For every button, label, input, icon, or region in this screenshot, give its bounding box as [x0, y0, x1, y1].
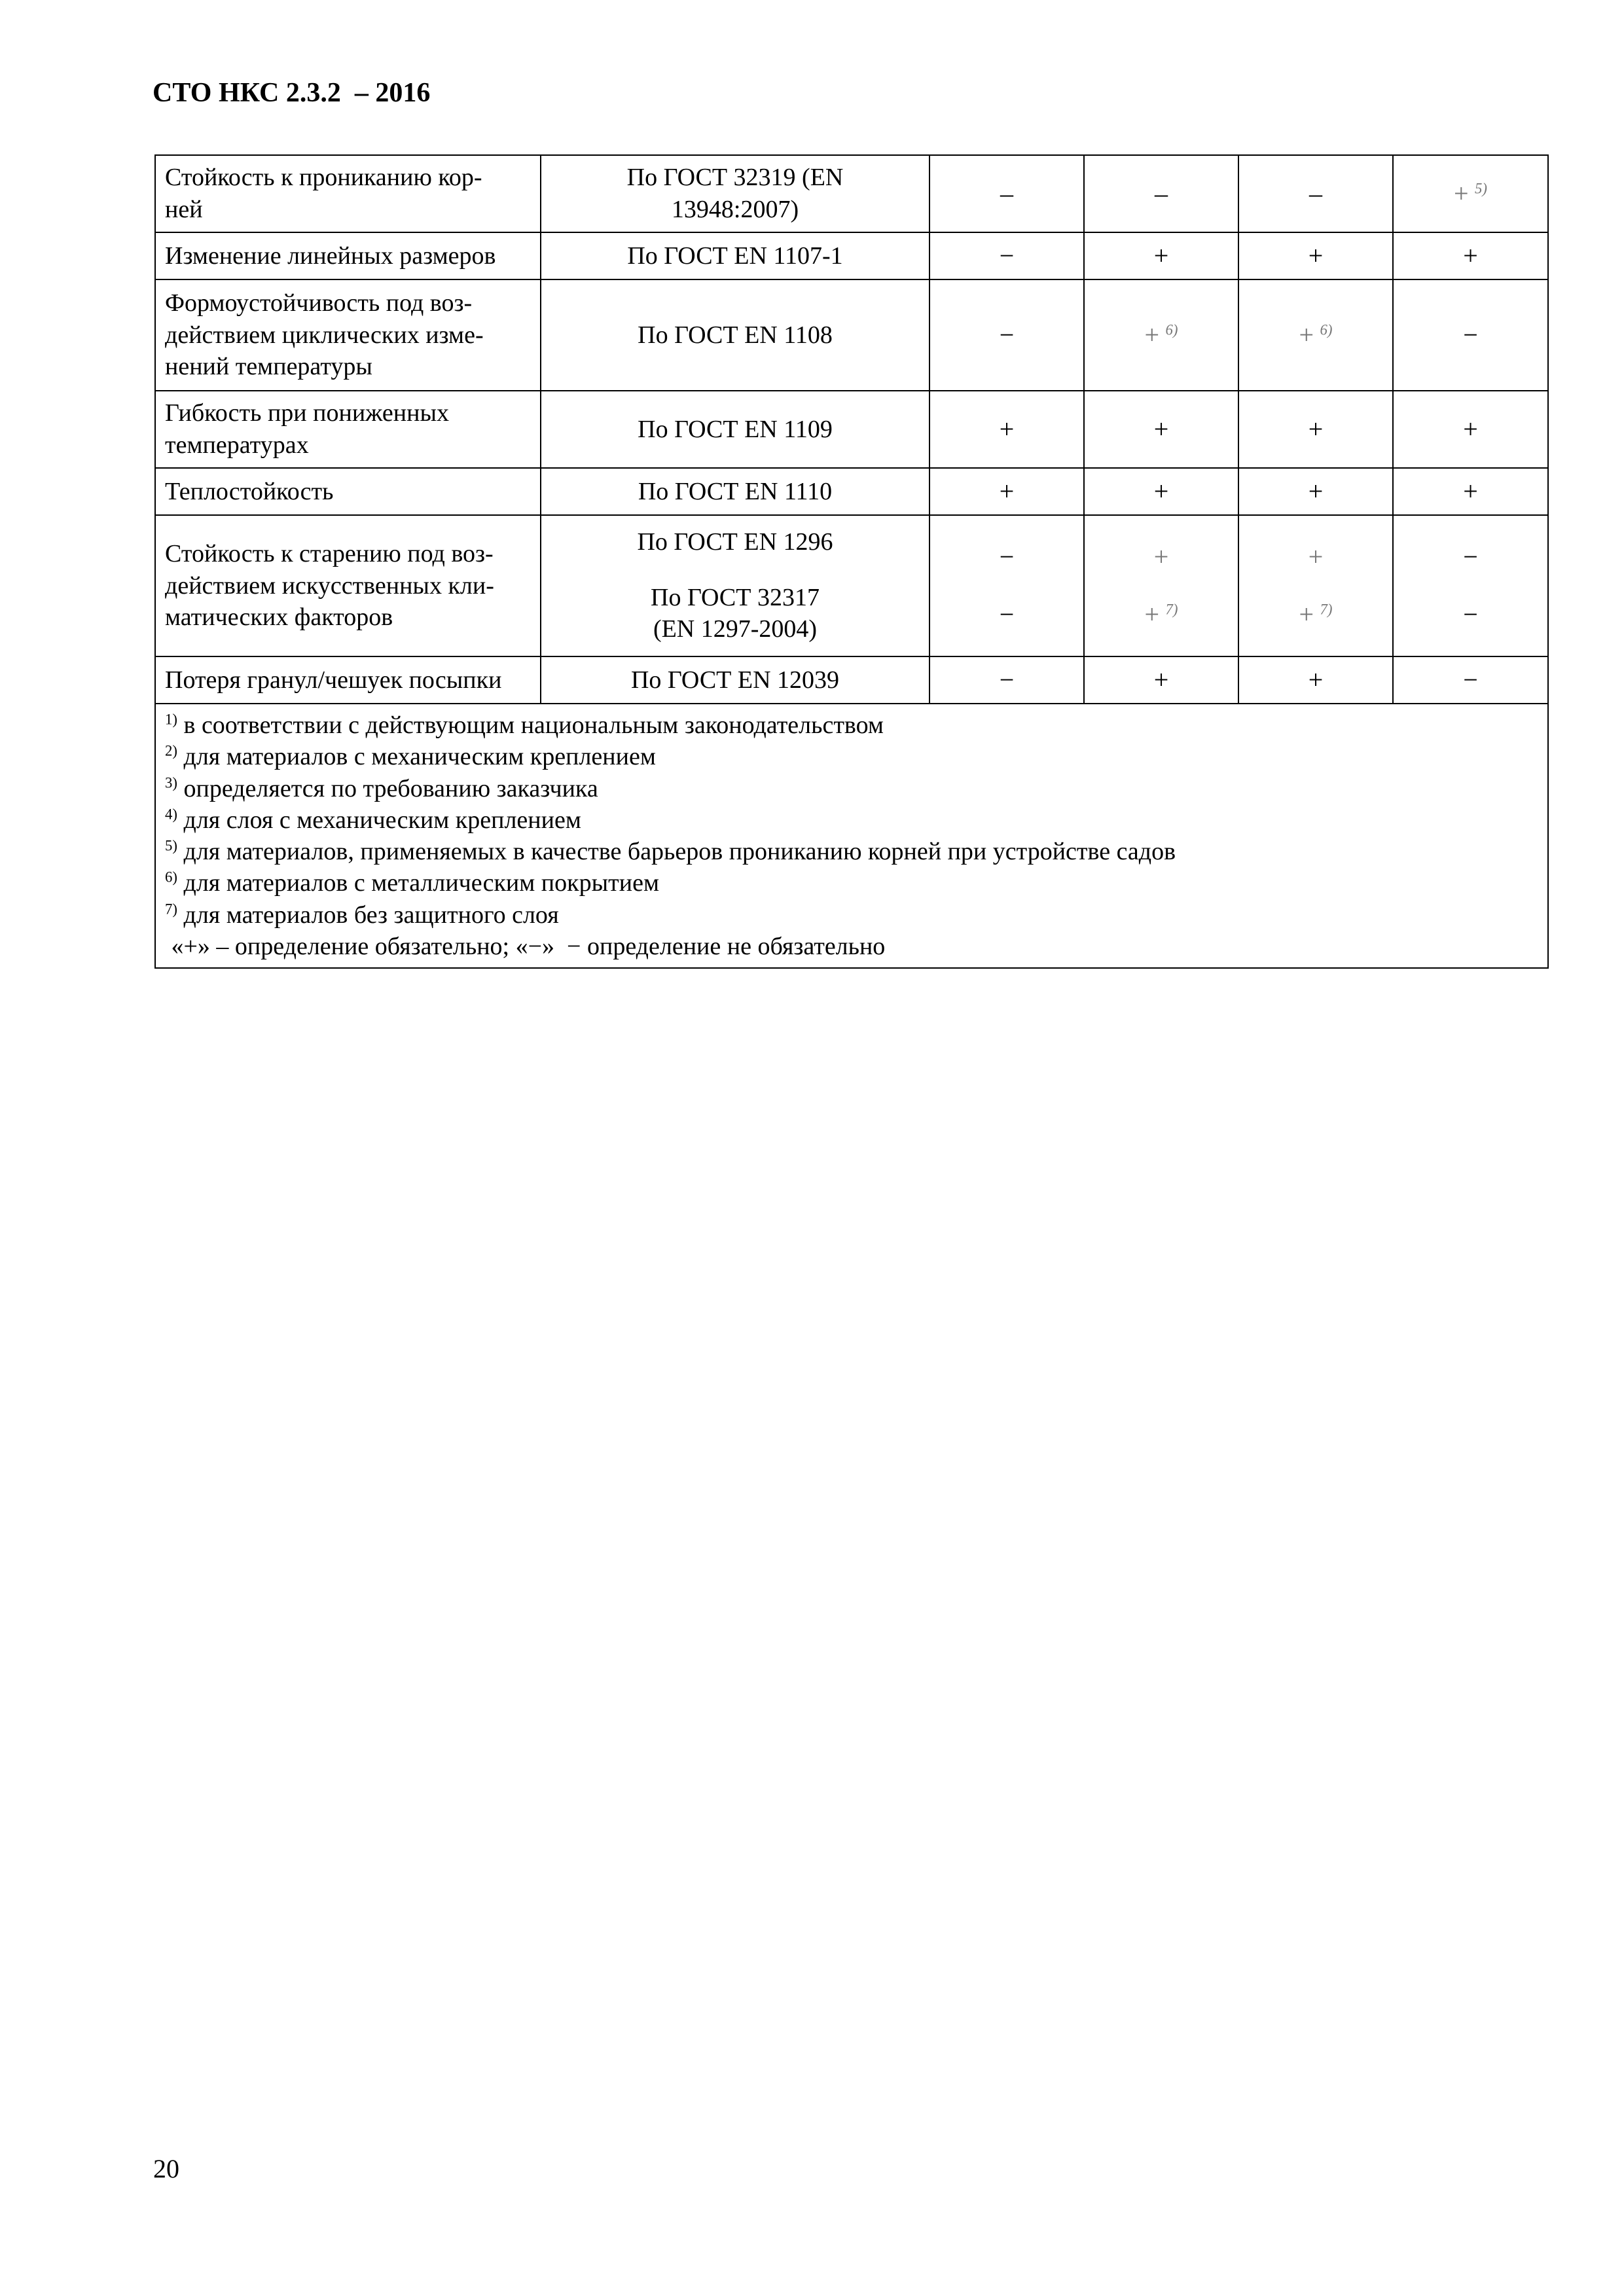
mark-line — [1094, 540, 1229, 598]
footnote-text: для материалов, применяемых в качестве барьеров прониканию корней при устройстве садов — [183, 838, 1176, 865]
requirement-mark-cell — [1084, 232, 1238, 279]
requirement-mark-cell — [1393, 468, 1548, 515]
requirement-mark-cell — [1084, 468, 1238, 515]
row-test-method: По ГОСТ EN 1107-1 — [541, 232, 929, 279]
mark-line — [939, 540, 1074, 598]
footnote-number: 4) — [165, 806, 177, 823]
footnote-number: 3) — [165, 774, 177, 791]
requirement-mark-cell — [1238, 155, 1393, 232]
mark-symbol: − — [999, 241, 1015, 271]
requirement-mark-cell — [929, 279, 1084, 391]
requirement-mark-cell — [1393, 391, 1548, 468]
mark-symbol: + — [1299, 320, 1314, 350]
document-code-header: СТО НКС 2.3.2 – 2016 — [153, 78, 431, 108]
row-property-name: Стойкость к прониканию кор- ней — [155, 155, 541, 232]
mark-symbol: − — [1463, 542, 1478, 572]
mark-symbol: + — [1308, 414, 1324, 444]
footnote-number: 2) — [165, 742, 177, 759]
mark-symbol: + — [1153, 414, 1169, 444]
requirement-mark-cell — [1084, 155, 1238, 232]
mark-symbol: + — [999, 414, 1015, 444]
table-row — [155, 155, 1548, 232]
requirement-mark-cell — [1084, 656, 1238, 704]
requirement-mark-cell — [929, 391, 1084, 468]
row-property-name: Теплостойкость — [155, 468, 541, 515]
requirement-mark-cell — [1238, 279, 1393, 391]
mark-line — [1248, 540, 1383, 598]
requirement-mark-cell — [1393, 515, 1548, 656]
mark-symbol: + — [1153, 665, 1169, 695]
row-test-method: По ГОСТ EN 12039 — [541, 656, 929, 704]
requirement-mark-cell — [929, 656, 1084, 704]
table-row — [155, 279, 1548, 391]
footnote-line — [165, 804, 1538, 836]
requirement-mark-cell — [1393, 656, 1548, 704]
footnote-number: 7) — [165, 900, 177, 917]
mark-symbol: + — [1463, 414, 1478, 444]
footnotes-row — [155, 704, 1548, 968]
requirement-mark-cell — [1238, 515, 1393, 656]
mark-symbol: + — [1308, 241, 1324, 271]
mark-symbol: + — [1153, 241, 1169, 271]
mark-line — [1094, 598, 1229, 632]
footnote-ref: 5) — [1475, 180, 1488, 197]
requirement-mark-cell — [929, 515, 1084, 656]
footnote-line — [165, 899, 1538, 931]
requirement-mark-cell — [1238, 656, 1393, 704]
mark-symbol: − — [1463, 600, 1478, 629]
footnote-line — [165, 709, 1538, 741]
footnote-line — [165, 773, 1538, 804]
row-test-method — [541, 515, 929, 656]
row-test-method: По ГОСТ 32319 (EN 13948:2007) — [541, 155, 929, 232]
footnote-text: для материалов без защитного слоя — [183, 901, 559, 929]
legend-line: «+» – определение обязательно; «−» − определение не обязательно — [165, 932, 886, 960]
requirement-mark-cell — [929, 232, 1084, 279]
row-property-name: Стойкость к старению под воз- действием искусственных кли- матических факторов — [155, 515, 541, 656]
footnote-line — [165, 741, 1538, 772]
mark-symbol: + — [1308, 665, 1324, 695]
mark-symbol: + — [1153, 542, 1169, 572]
mark-symbol: + — [1299, 600, 1314, 629]
row-test-method: По ГОСТ EN 1109 — [541, 391, 929, 468]
requirement-mark-cell — [1238, 468, 1393, 515]
footnote-text: в соответствии с действующим национальным законодательством — [183, 711, 884, 739]
test-method-line: По ГОСТ 32317 (EN 1297-2004) — [651, 583, 820, 643]
requirement-mark-cell — [1393, 279, 1548, 391]
footnote-text: определяется по требованию заказчика — [183, 774, 598, 802]
row-test-method: По ГОСТ EN 1110 — [541, 468, 929, 515]
mark-symbol: + — [1153, 476, 1169, 507]
requirement-mark-cell — [1084, 391, 1238, 468]
mark-symbol: − — [1463, 665, 1478, 695]
requirement-mark-cell — [1238, 232, 1393, 279]
mark-symbol: – — [1309, 179, 1322, 209]
row-property-name: Гибкость при пониженных температурах — [155, 391, 541, 468]
table-row — [155, 468, 1548, 515]
footnote-number: 5) — [165, 837, 177, 854]
mark-symbol: – — [1155, 179, 1168, 209]
requirement-mark-cell — [1084, 279, 1238, 391]
row-test-method: По ГОСТ EN 1108 — [541, 279, 929, 391]
mark-line — [939, 598, 1074, 632]
test-method-line: По ГОСТ EN 1296 — [637, 528, 833, 556]
page-number: 20 — [153, 2154, 179, 2183]
footnote-ref: 7) — [1165, 601, 1178, 618]
mark-symbol: + — [1144, 600, 1160, 629]
mark-line — [1403, 598, 1538, 632]
requirements-table — [154, 154, 1549, 969]
footnote-number: 1) — [165, 711, 177, 728]
mark-symbol: + — [1463, 241, 1478, 271]
table-row — [155, 515, 1548, 656]
mark-symbol: − — [999, 600, 1015, 629]
table-row — [155, 232, 1548, 279]
footnote-text: для материалов с механическим креплением — [183, 743, 656, 771]
footnotes-cell — [155, 704, 1548, 968]
requirement-mark-cell — [1238, 391, 1393, 468]
row-property-name: Изменение линейных размеров — [155, 232, 541, 279]
mark-line — [1248, 598, 1383, 632]
requirement-mark-cell — [929, 155, 1084, 232]
mark-symbol: + — [999, 476, 1015, 507]
footnote-line — [165, 836, 1538, 867]
mark-symbol: − — [999, 320, 1015, 350]
footnote-ref: 6) — [1320, 321, 1333, 338]
mark-symbol: – — [1000, 179, 1013, 209]
footnote-ref: 7) — [1320, 601, 1333, 618]
footnote-text: для материалов с металлическим покрытием — [183, 869, 659, 897]
table-row — [155, 656, 1548, 704]
mark-symbol: − — [999, 665, 1015, 695]
footnote-text: для слоя с механическим креплением — [183, 806, 581, 834]
footnote-ref: 6) — [1165, 321, 1178, 338]
mark-line — [1403, 540, 1538, 598]
row-property-name: Формоустойчивость под воз- действием циклических изме- нений температуры — [155, 279, 541, 391]
row-property-name: Потеря гранул/чешуек посыпки — [155, 656, 541, 704]
requirement-mark-cell — [1393, 155, 1548, 232]
footnote-line — [165, 867, 1538, 899]
table-row — [155, 391, 1548, 468]
footnote-number: 6) — [165, 869, 177, 886]
requirement-mark-cell — [1084, 515, 1238, 656]
mark-symbol: + — [1308, 542, 1324, 572]
mark-symbol: + — [1308, 476, 1324, 507]
mark-symbol: + — [1463, 476, 1478, 507]
requirement-mark-cell — [1393, 232, 1548, 279]
mark-symbol: + — [1453, 179, 1469, 209]
mark-symbol: − — [1463, 320, 1478, 350]
requirements-table-body — [155, 155, 1548, 968]
mark-symbol: + — [1144, 320, 1160, 350]
requirement-mark-cell — [929, 468, 1084, 515]
mark-symbol: − — [999, 542, 1015, 572]
